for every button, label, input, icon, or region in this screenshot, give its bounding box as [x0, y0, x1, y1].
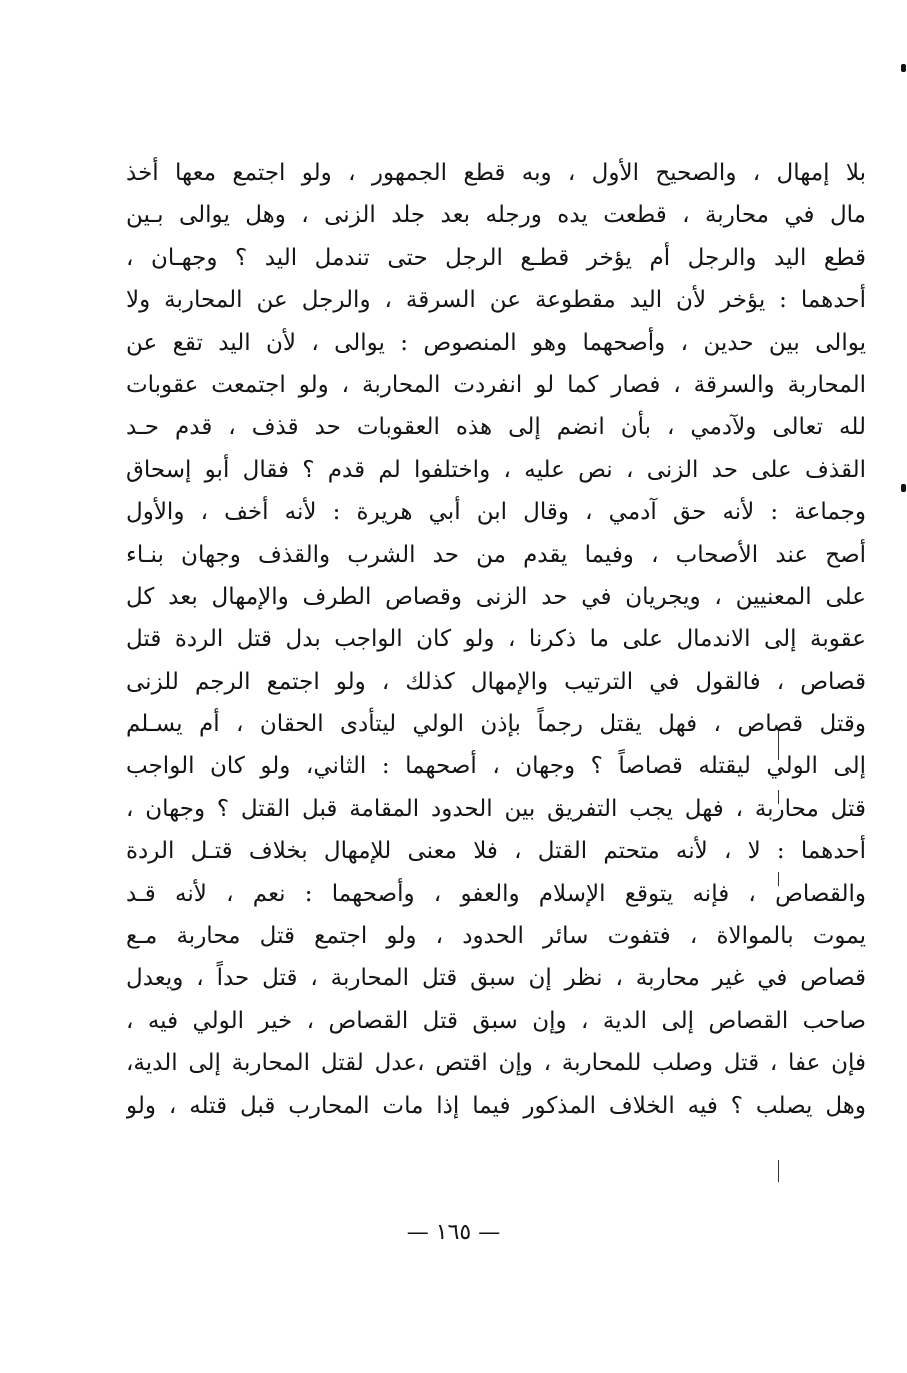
text-line: والقصاص ، فإنه يتوقع الإسلام والعفو ، وأصحهما : نعم ، لأنه قـد — [126, 880, 866, 907]
text-line: قتل محاربة ، فهل يجب التفريق بين الحدود المقامة قبل القتل ؟ وجهان ، — [126, 795, 866, 822]
text-line: وهل يصلب ؟ فيه الخلاف المذكور فيما إذا مات المحارب قبل قتله ، ولو — [126, 1092, 866, 1119]
margin-mark — [901, 484, 906, 492]
text-line: على المعنيين ، ويجريان في حد الزنى وقصاص الطرف والإمهال بعد كل — [126, 583, 866, 610]
text-line: لله تعالى ولآدمي ، بأن انضم إلى هذه العقوبات حد قذف ، قدم حـد — [126, 414, 866, 441]
text-line: وقتل قصاص ، فهل يقتل رجماً بإذن الولي ليتأدى الحقان ، أم يسـلم — [126, 711, 866, 738]
text-line: قطع اليد والرجل أم يؤخر قطـع الرجل حتى تندمل اليد ؟ وجهـان ، — [126, 244, 866, 271]
text-line: يموت بالموالاة ، فتفوت سائر الحدود ، ولو اجتمع قتل محاربة مـع — [126, 923, 866, 950]
body-text — [126, 152, 866, 1127]
text-line: يوالى بين حدين ، وأصحهما وهو المنصوص : يوالى ، لأن اليد تقع عن — [126, 329, 866, 356]
text-line: قصاص في غير محاربة ، نظر إن سبق قتل المحاربة ، قتل حداً ، ويعدل — [126, 965, 866, 992]
margin-mark — [901, 64, 906, 72]
text-line: إلى الولي ليقتله قصاصاً ؟ وجهان ، أصحهما : الثاني، ولو كان الواجب — [126, 753, 866, 780]
text-line: أحدهما : لا ، لأنه متحتم القتل ، فلا معنى للإمهال بخلاف قتـل الردة — [126, 838, 866, 865]
text-line: بلا إمهال ، والصحيح الأول ، وبه قطع الجمهور ، ولو اجتمع معها أخذ — [126, 160, 866, 186]
margin-line — [778, 1160, 779, 1182]
text-line: مال في محاربة ، قطعت يده ورجله بعد جلد الزنى ، وهل يوالى بـين — [126, 202, 866, 229]
text-line: عقوبة إلى الاندمال على ما ذكرنا ، ولو كان الواجب بدل قتل الردة قتل — [126, 626, 866, 653]
text-line: فإن عفا ، قتل وصلب للمحاربة ، وإن اقتص ،عدل لقتل المحاربة إلى الدية، — [126, 1050, 866, 1077]
text-line: أصح عند الأصحاب ، وفيما يقدم من حد الشرب والقذف وجهان بنـاء — [126, 541, 866, 568]
text-line: القذف على حد الزنى ، نص عليه ، واختلفوا لم قدم ؟ فقال أبو إسحاق — [126, 456, 866, 483]
text-line: صاحب القصاص إلى الدية ، وإن سبق قتل القصاص ، خير الولي فيه ، — [126, 1007, 866, 1034]
text-line: وجماعة : لأنه حق آدمي ، وقال ابن أبي هريرة : لأنه أخف ، والأول — [126, 499, 866, 526]
text-line: قصاص ، فالقول في الترتيب والإمهال كذلك ، ولو اجتمع الرجم للزنى — [126, 668, 866, 695]
page-number: — ١٦٥ — — [406, 1220, 501, 1245]
text-line: المحاربة والسرقة ، فصار كما لو انفردت المحاربة ، ولو اجتمعت عقوبات — [126, 371, 866, 398]
text-line: أحدهما : يؤخر لأن اليد مقطوعة عن السرقة ، والرجل عن المحاربة ولا — [126, 287, 866, 314]
